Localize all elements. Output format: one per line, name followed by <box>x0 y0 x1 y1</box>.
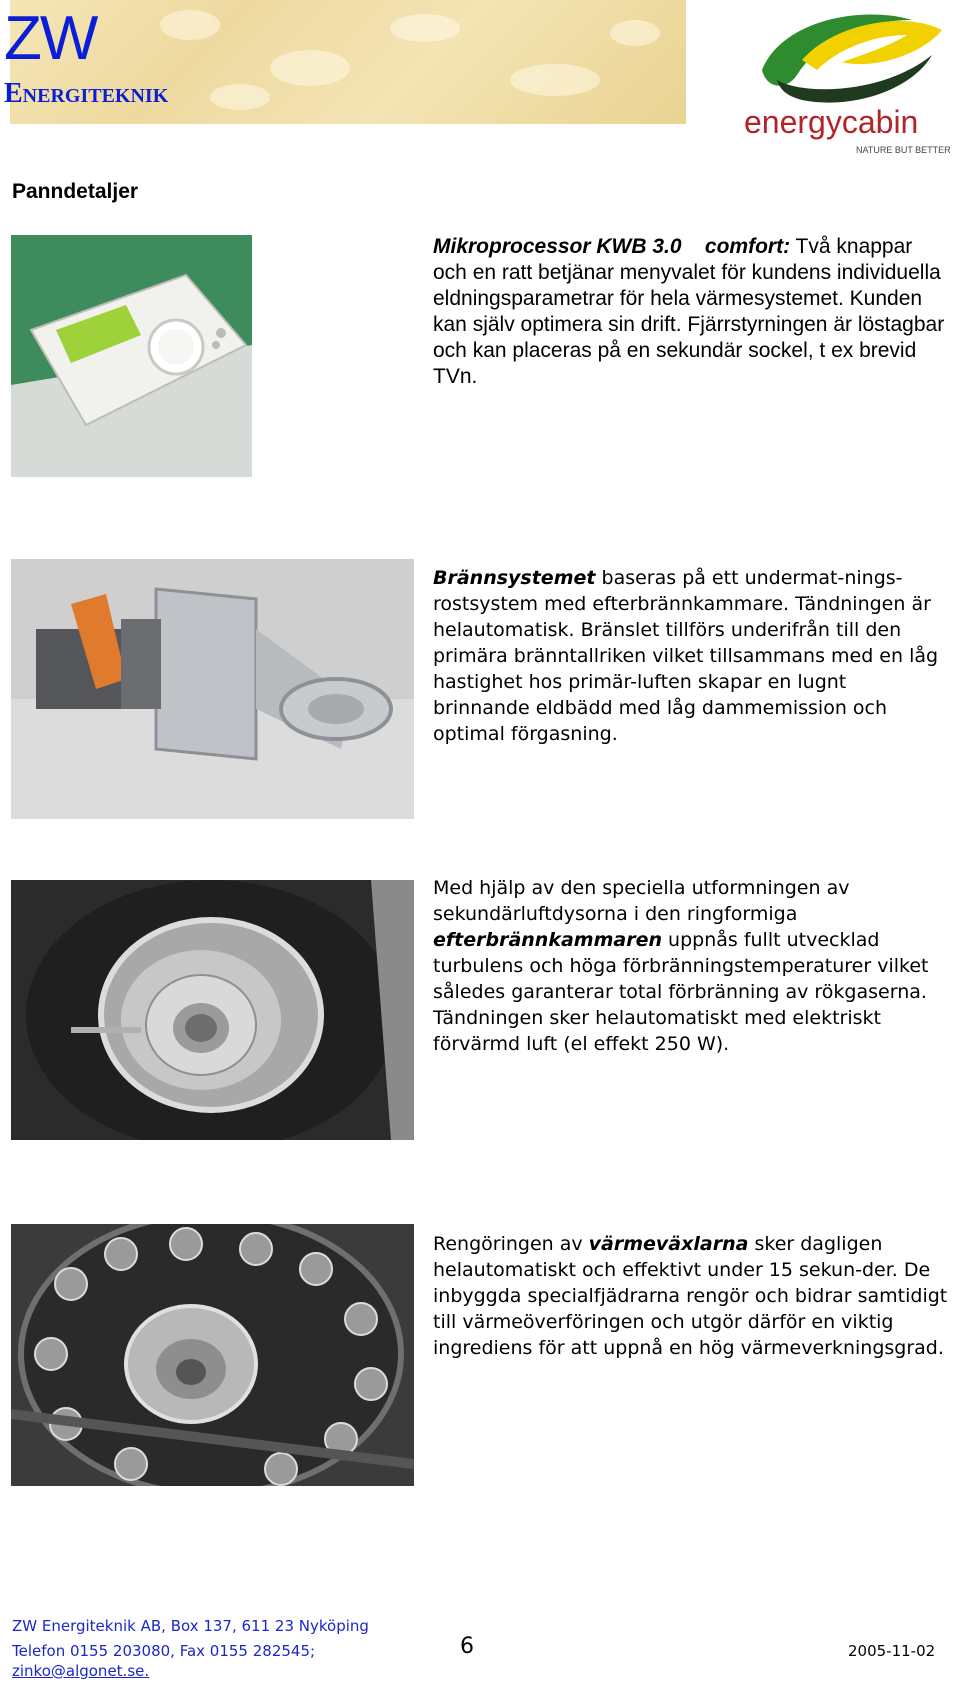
section-burner-system <box>433 565 948 747</box>
section-lead: Brännsystemet <box>433 567 596 589</box>
control-panel-photo <box>11 235 252 477</box>
section-body: Två knappar och en ratt betjänar menyvalet för kundens individuella eldningsparametrar för hela värmesystemet. Kunden kan själv optimera sin drift. Fjärrstyrningen är löstagbar och kan placeras på en sekundär sockel, t ex brevid TVn. <box>433 235 945 388</box>
page-number: 6 <box>460 1634 474 1659</box>
footer-email-suffix: . <box>144 1662 150 1680</box>
brand-name: Energiteknik <box>4 78 169 109</box>
section-lead: Mikroprocessor KWB 3.0 <box>433 235 682 258</box>
heat-exchanger-photo <box>11 1224 414 1486</box>
section-emphasis: värmeväxlarna <box>588 1233 749 1255</box>
section-heat-exchanger <box>433 1231 948 1361</box>
footer-date: 2005-11-02 <box>848 1642 936 1660</box>
section-afterburner <box>433 875 948 1057</box>
page-title: Panndetaljer <box>12 180 139 203</box>
section-text-post: sker dagligen helautomatiskt och effektivt under 15 sekun-der. De inbyggda specialfjädrarna rengör och bidrar samtidigt till värmeöverföringen och utgör därför en viktig ingrediens för att uppnå en hög värmeverkningsgrad. <box>433 1233 948 1359</box>
section-emphasis: efterbrännkammaren <box>433 929 662 951</box>
burner-system-photo <box>11 559 414 819</box>
footer-email[interactable]: zinko@algonet.se <box>12 1662 145 1680</box>
logo-tagline: NATURE BUT BETTER <box>856 145 951 155</box>
section-lead-2: comfort: <box>704 235 791 258</box>
section-text-post: uppnås fullt utvecklad turbulens och höga förbränningstemperaturer vilket således garanterar total förbränning av rökgaserna. Tändningen sker helautomatiskt med elektriskt förvärmd luft (el effekt 250 W). <box>433 929 929 1055</box>
energycabin-logo-text: energycabin <box>744 104 919 140</box>
footer-address: ZW Energiteknik AB, Box 137, 611 23 Nyköping <box>12 1617 369 1635</box>
afterburner-chamber-photo <box>11 880 414 1140</box>
section-text-pre: Med hjälp av den speciella utformningen av sekundärluftdysorna i den ringformiga <box>433 877 850 925</box>
footer-email-link[interactable] <box>12 1662 149 1680</box>
section-text-pre: Rengöringen av <box>433 1233 589 1255</box>
section-body: baseras på ett undermat-nings-rostsystem med efterbrännkammare. Tändningen är helautomatisk. Bränslet tillförs underifrån till den primära bränntallriken vilket tillsammans med en låg hastighet hos primär-luften skapar en lugnt brinnande eldbädd med låg dammemission och optimal förgasning. <box>433 567 939 745</box>
footer-phone: Telefon 0155 203080, Fax 0155 282545; <box>12 1642 316 1660</box>
section-microprocessor <box>433 234 951 390</box>
brand-logo-zw: ZW <box>4 4 97 73</box>
